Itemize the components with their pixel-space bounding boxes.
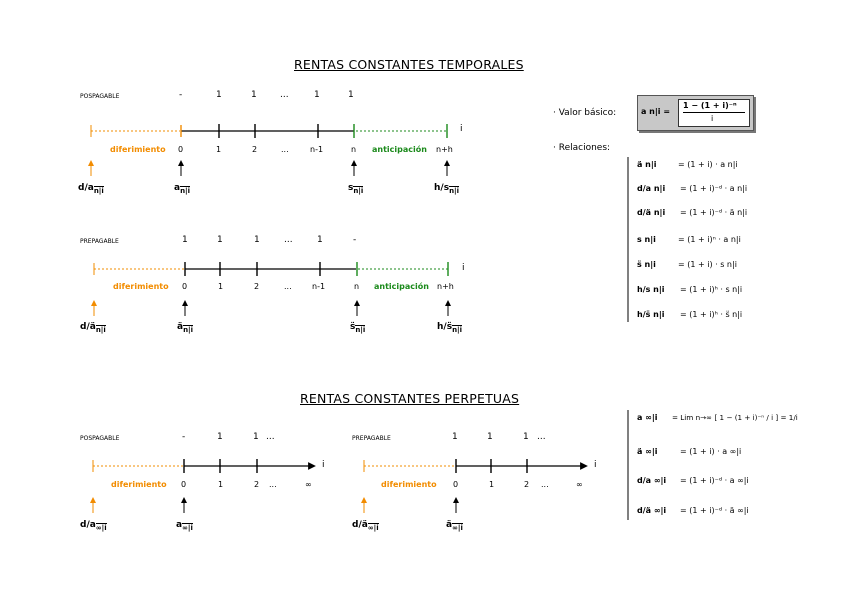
payment: ...: [266, 432, 275, 442]
relation-rhs: = (1 + i)⁻ᵈ · ä ∞|i: [680, 506, 749, 515]
relation-rhs: = (1 + i)ⁿ · a n|i: [678, 235, 741, 244]
tick-label: 0: [178, 145, 184, 154]
tick-label: n-1: [310, 145, 324, 154]
tick-label: n-1: [312, 282, 326, 291]
anticipation-label: anticipación: [374, 282, 429, 291]
payment: 1: [523, 432, 529, 442]
anticipation-label: anticipación: [372, 145, 427, 154]
tick-label: ...: [281, 145, 289, 154]
relation-rhs: = (1 + i) · s n|i: [678, 260, 737, 269]
axis-end-i: i: [460, 124, 463, 134]
tick-label: 2: [252, 145, 258, 154]
payment: -: [179, 90, 183, 100]
symbol-final-value: $s_{n|i}$: [348, 183, 364, 195]
relation-lhs: ä ∞|i: [637, 447, 658, 456]
symbol-perpetuity-due: $ä_{\infty|i}$: [446, 520, 463, 532]
fraction-denominator: i: [711, 114, 714, 123]
tick-label: ...: [284, 282, 292, 291]
tick-label: 0: [181, 480, 187, 489]
tick-label: 0: [182, 282, 188, 291]
relation-lhs: s̈ n|i: [637, 260, 656, 269]
label-prepagable: PREPAGABLE: [80, 238, 119, 245]
relation-lhs: d/ä ∞|i: [637, 506, 667, 515]
deferral-label: diferimiento: [110, 145, 166, 154]
tick-label: ∞: [576, 480, 583, 489]
tick-label: n: [354, 282, 360, 291]
symbol-annuity: $a_{n|i}$: [174, 183, 191, 195]
payment: ...: [280, 90, 289, 100]
tick-label: 1: [218, 480, 224, 489]
label-pospagable: POSPAGABLE: [80, 435, 120, 442]
symbol-deferred-annuity: $d/a_{n|i}$: [78, 183, 104, 195]
tick-label: n+h: [436, 145, 453, 154]
payment: 1: [487, 432, 493, 442]
relation-lhs: s n|i: [637, 235, 656, 244]
relaciones-label: · Relaciones:: [553, 143, 611, 153]
payment: -: [182, 432, 186, 442]
relation-lhs: a ∞|i: [637, 413, 658, 422]
payment: -: [353, 235, 357, 245]
tick-label: ...: [541, 480, 549, 489]
payment: 1: [217, 432, 223, 442]
tick-label: ...: [269, 480, 277, 489]
tick-label: 0: [453, 480, 459, 489]
payment: 1: [314, 90, 320, 100]
payment: 1: [251, 90, 257, 100]
symbol-deferred-perpetuity-due: $d/ä_{\infty|i}$: [352, 520, 379, 532]
valor-basico-box: [637, 95, 754, 131]
payment: ...: [284, 235, 293, 245]
symbol-final-value-due: $s̈_{n|i}$: [350, 322, 366, 334]
payment: 1: [253, 432, 259, 442]
payment: ...: [537, 432, 546, 442]
tick-label: 1: [216, 145, 222, 154]
relation-lhs: d/a n|i: [637, 184, 666, 193]
tick-label: n: [351, 145, 357, 154]
tick-label: 1: [489, 480, 495, 489]
axis-end-i: i: [594, 460, 597, 470]
symbol-anticipated-final-value-due: $h/s̈_{n|i}$: [437, 322, 463, 334]
relation-rhs: = (1 + i)⁻ᵈ · a ∞|i: [680, 476, 749, 485]
tick-label: n+h: [437, 282, 454, 291]
relation-lhs: d/a ∞|i: [637, 476, 667, 485]
relation-rhs: = (1 + i)⁻ᵈ · ä n|i: [680, 208, 748, 217]
relation-lhs: h/s̈ n|i: [637, 310, 665, 319]
axis-end-i: i: [462, 263, 465, 273]
title-perpetuas: RENTAS CONSTANTES PERPETUAS: [300, 391, 520, 406]
payment: 1: [452, 432, 458, 442]
valor-basico-lhs: a n|i =: [641, 107, 671, 116]
title-temporales: RENTAS CONSTANTES TEMPORALES: [294, 57, 524, 72]
tick-label: ∞: [305, 480, 312, 489]
label-pospagable: POSPAGABLE: [80, 93, 120, 100]
relation-rhs: = (1 + i)ʰ · s n|i: [680, 285, 743, 294]
payment: 1: [254, 235, 260, 245]
deferral-label: diferimiento: [113, 282, 169, 291]
tick-label: 2: [254, 480, 260, 489]
deferral-label: diferimiento: [111, 480, 167, 489]
payment: 1: [348, 90, 354, 100]
tick-label: 2: [524, 480, 530, 489]
axis-end-i: i: [322, 460, 325, 470]
symbol-perpetuity: $a_{\infty|i}$: [176, 520, 193, 532]
relation-rhs: = (1 + i)⁻ᵈ · a n|i: [680, 184, 748, 193]
relation-rhs: = (1 + i) · a n|i: [678, 160, 738, 169]
relation-rhs: = (1 + i) · a ∞|i: [680, 447, 742, 456]
symbol-annuity-due: $ä_{n|i}$: [177, 322, 194, 334]
label-prepagable: PREPAGABLE: [352, 435, 391, 442]
valor-basico-fraction: [678, 99, 750, 127]
relation-lhs: d/ä n|i: [637, 208, 666, 217]
relation-lhs: h/s n|i: [637, 285, 665, 294]
payment: 1: [216, 90, 222, 100]
relation-lhs: ä n|i: [637, 160, 657, 169]
tick-label: 1: [218, 282, 224, 291]
relation-rhs: = Lim n→∞ [ 1 − (1 + i)⁻ⁿ / i ] = 1/i: [672, 413, 798, 422]
symbol-deferred-annuity-due: $d/ä_{n|i}$: [80, 322, 106, 334]
relation-rhs: = (1 + i)ʰ · s̈ n|i: [680, 310, 743, 319]
payment: 1: [317, 235, 323, 245]
symbol-deferred-perpetuity: $d/a_{\infty|i}$: [80, 520, 107, 532]
symbol-anticipated-final-value: $h/s_{n|i}$: [434, 183, 460, 195]
payment: 1: [182, 235, 188, 245]
fraction-numerator: 1 − (1 + i)⁻ⁿ: [683, 101, 737, 110]
tick-label: 2: [254, 282, 260, 291]
valor-basico-label: · Valor básico:: [553, 108, 617, 118]
payment: 1: [217, 235, 223, 245]
deferral-label: diferimiento: [381, 480, 437, 489]
